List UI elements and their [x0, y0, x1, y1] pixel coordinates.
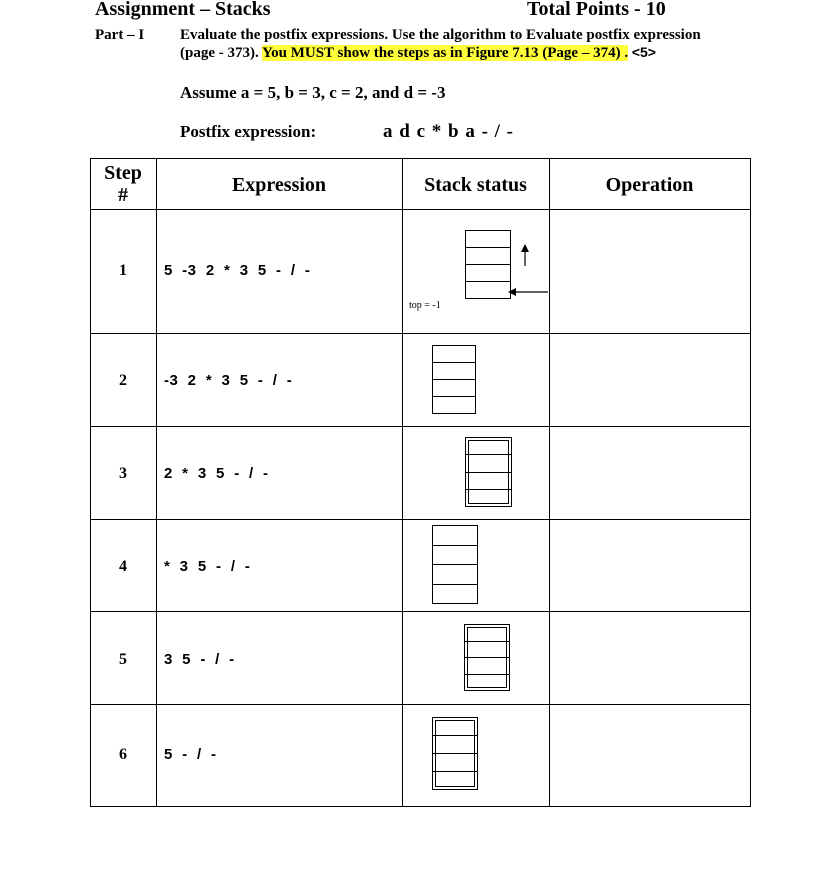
instruction-line2	[180, 44, 656, 62]
assume-values: Assume a = 5, b = 3, c = 2, and d = -3	[180, 83, 446, 102]
row-expression: * 3 5 - / -	[164, 558, 251, 575]
highlighted-requirement: You MUST show the steps as in Figure 7.13 (Page – 374) .	[261, 45, 629, 61]
stack-diagram	[432, 345, 476, 414]
row-expression: 5 - / -	[164, 746, 217, 763]
step-number: 5	[119, 651, 127, 668]
instruction-text: Evaluate the postfix expressions. Use the algorithm to Evaluate postfix expression	[180, 27, 701, 43]
top-pointer-arrow-icon	[508, 244, 550, 302]
marks: <5>	[631, 44, 656, 60]
step-number: 2	[119, 372, 127, 389]
postfix-value: a d c * b a - / -	[383, 121, 514, 142]
header-expression: Expression	[231, 174, 327, 196]
row-expression: 3 5 - / -	[164, 651, 235, 668]
stack-diagram	[465, 437, 512, 507]
step-number: 4	[119, 558, 127, 575]
row-expression: 5 -3 2 * 3 5 - / -	[164, 262, 311, 279]
stack-diagram	[432, 717, 478, 790]
row-expression: 2 * 3 5 - / -	[164, 465, 269, 482]
total-points: Total Points - 10	[527, 0, 666, 20]
top-label: top = -1	[409, 300, 441, 311]
stack-diagram	[464, 624, 510, 691]
step-number: 3	[119, 465, 127, 482]
row-expression: -3 2 * 3 5 - / -	[164, 372, 293, 389]
header-step: Step #	[104, 162, 142, 206]
page-reference: (page - 373).	[180, 45, 259, 61]
postfix-label: Postfix expression:	[180, 122, 317, 141]
stack-diagram	[432, 525, 478, 604]
step-number: 1	[119, 262, 127, 279]
stack-diagram	[465, 230, 511, 299]
header-stack-status: Stack status	[424, 174, 527, 196]
header-operation: Operation	[605, 174, 694, 196]
part-label: Part – I	[95, 27, 145, 43]
page-title: Assignment – Stacks	[95, 0, 271, 20]
step-number: 6	[119, 746, 127, 763]
